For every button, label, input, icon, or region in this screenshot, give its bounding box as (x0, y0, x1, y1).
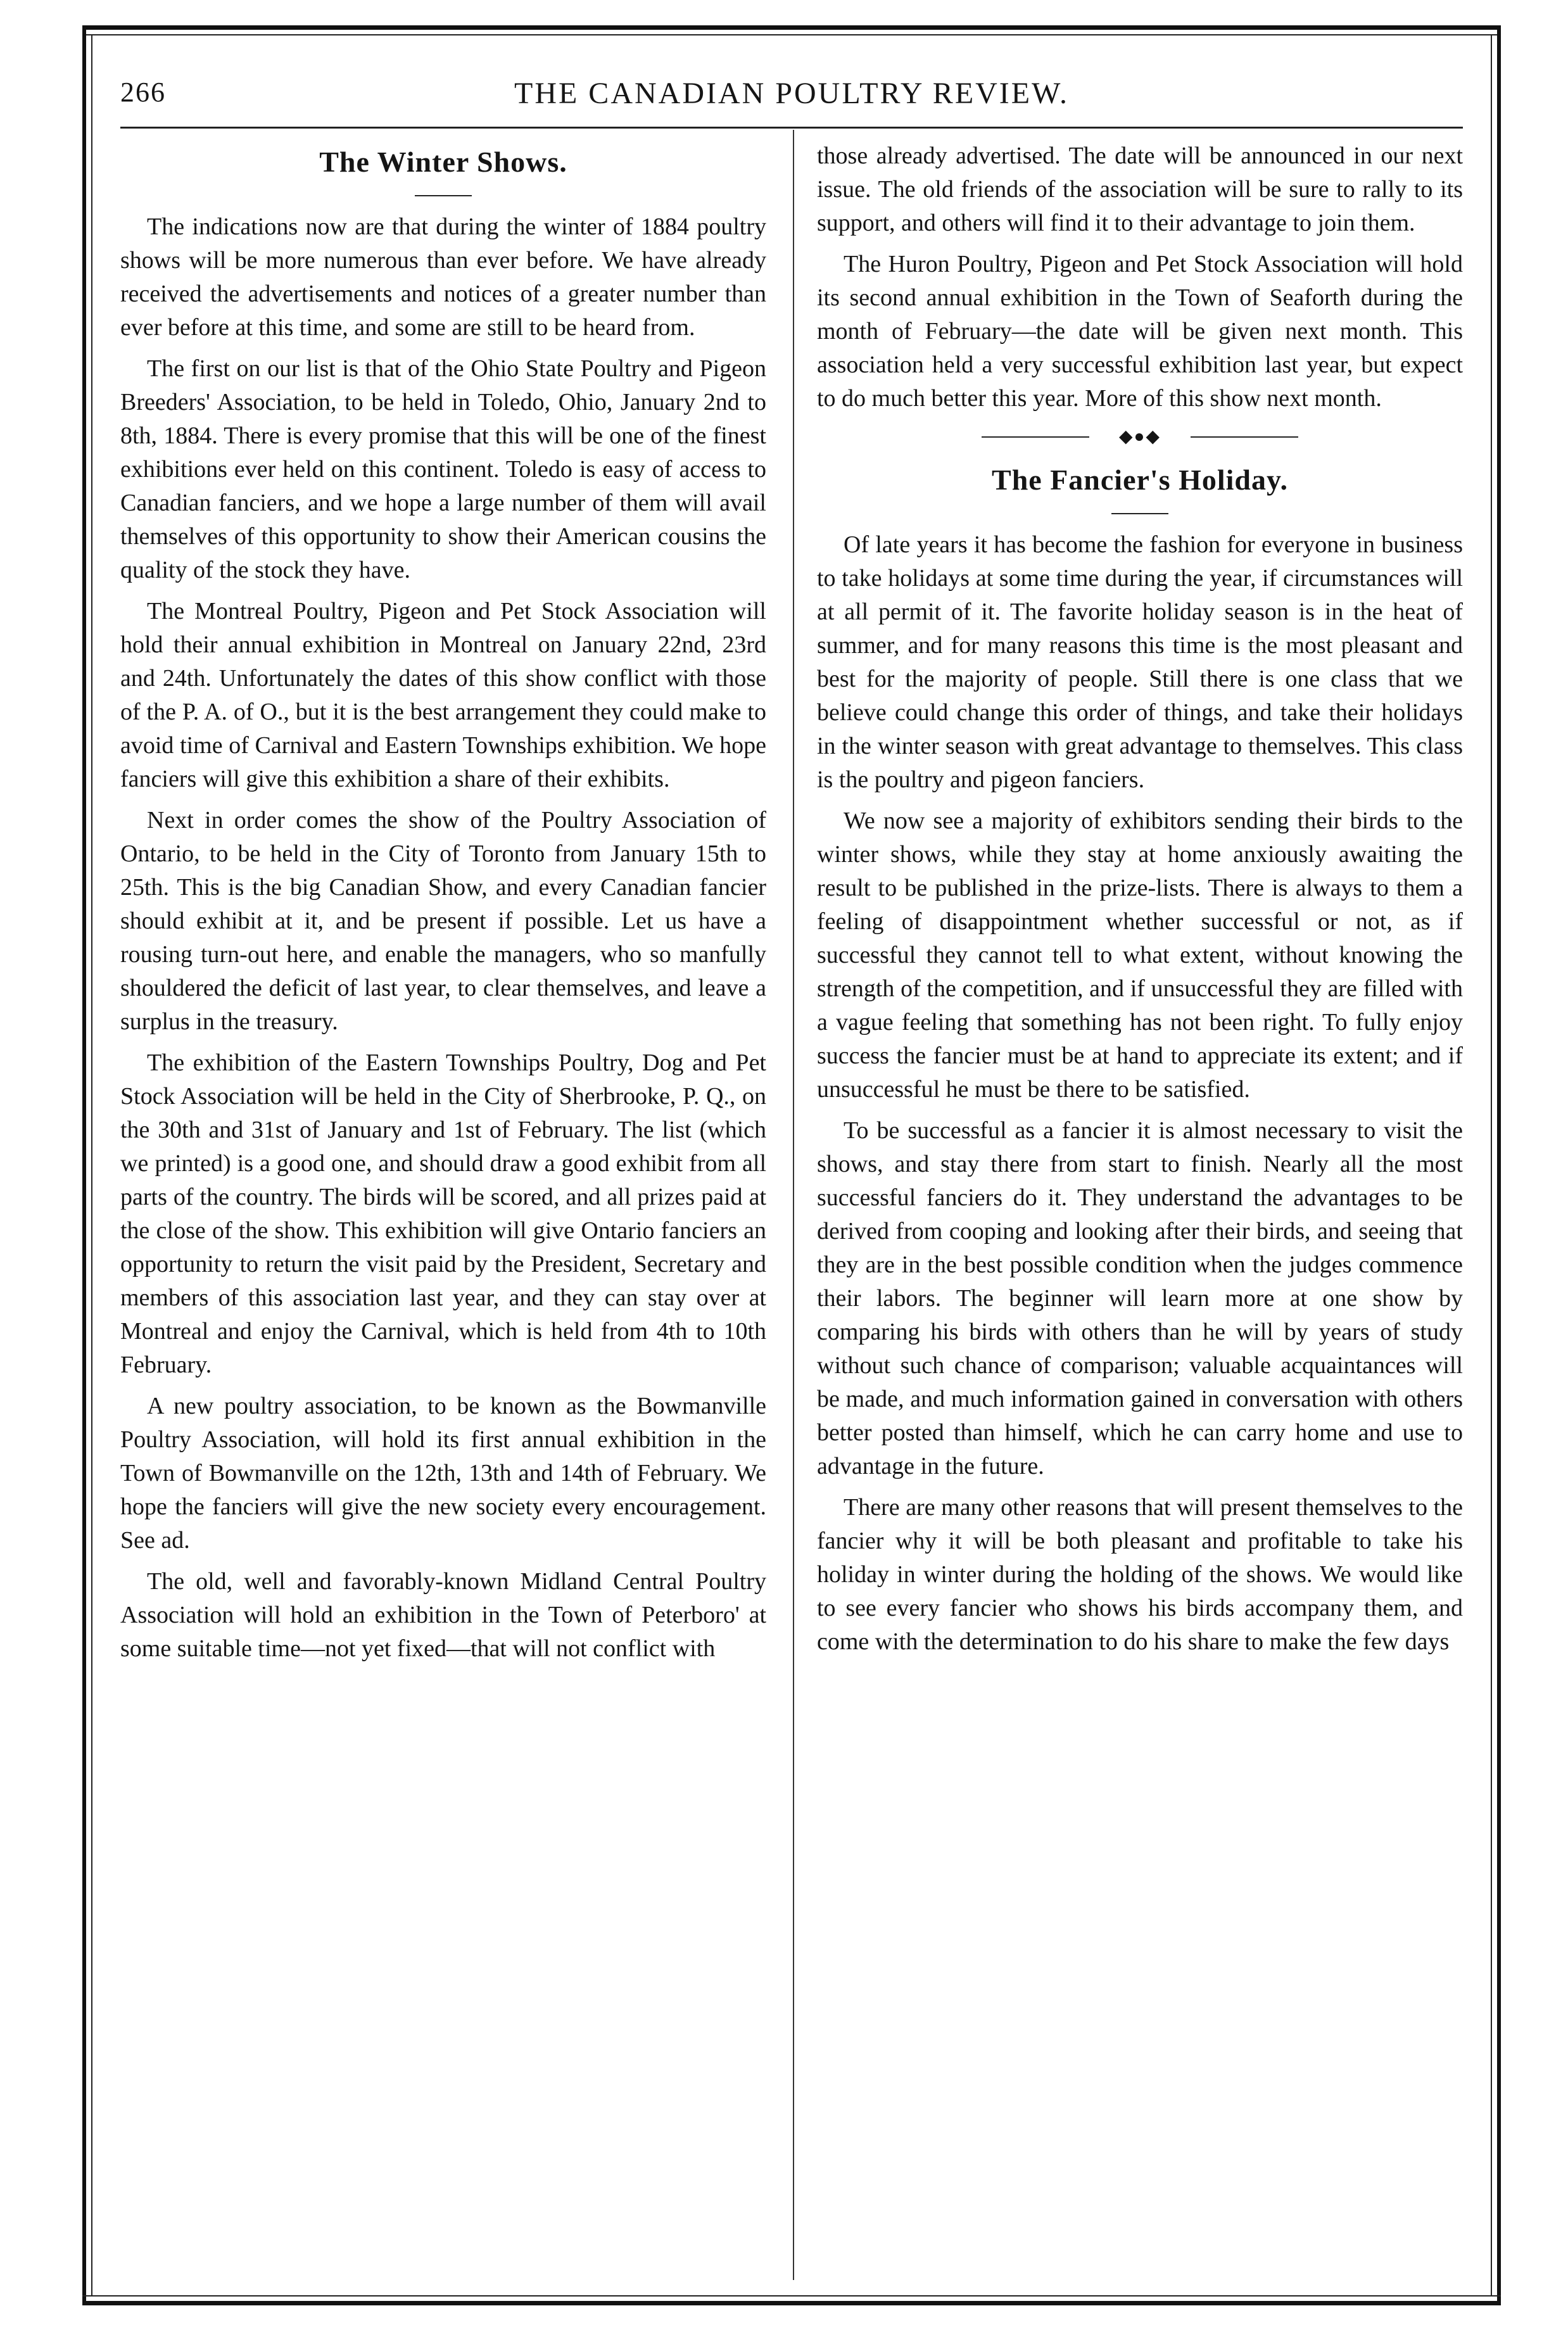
paragraph: To be successful as a fancier it is almost necessary to visit the shows, and stay there from start to finish. Nearly all the most successful fanciers do it. They understand the advantages to be derived from cooping and looking after their birds, and seeing that they are in the best possible condition when the judges commence their labors. The beginner will learn more at one show by comparing his birds with others than he will by years of study without such chance of comparison; valuable acquaintances will be made, and much information gained in conversation with others better posted than himself, which he can carry home and use to advantage in the future. (817, 1117, 1463, 1479)
column-divider (793, 130, 794, 2280)
left-border-inner (91, 34, 92, 2296)
page-header (120, 76, 1463, 127)
article-heading-fanciers-holiday: The Fancier's Holiday. (992, 464, 1288, 496)
paragraph: The exhibition of the Eastern Townships Poultry, Dog and Pet Stock Association will be held in the City of Sherbrooke, P. Q., on the 30th and 31st of January and 1st of February. The list (which we printed) is a good one, and should draw a good exhibit from all parts of the country. The birds will be scored, and all prizes paid at the close of the show. This exhibition will give Ontario fanciers an opportunity to return the visit paid by the President, Secretary and members of this association last year, and they can stay over at Montreal and enjoy the Carnival, which is held from 4th to 10th February. (120, 1049, 766, 1378)
top-border-thick (82, 25, 1501, 30)
bottom-border-thick (82, 2301, 1501, 2305)
paragraph: The first on our list is that of the Ohio State Poultry and Pigeon Breeders' Association, to be held in Toledo, Ohio, January 2nd to 8th, 1884. There is every promise that this will be one of the finest exhibitions ever held on this continent. Toledo is easy of access to Canadian fanciers, and we hope a large number of them will avail themselves of this opportunity to show their American cousins the quality of the stock they have. (120, 355, 766, 583)
paragraph: The indications now are that during the winter of 1884 poultry shows will be more numerous than ever before. We have already received the advertisements and notices of a greater number than ever before at this time, and some are still to be heard from. (120, 213, 766, 341)
right-border-inner (1491, 34, 1492, 2296)
section-ornament (817, 424, 1463, 450)
paragraph: Next in order comes the show of the Poultry Association of Ontario, to be held in the City of Toronto from January 15th to 25th. This is the big Canadian Show, and every Canadian fancier should exhibit at it, and be present if possible. Let us have a rousing turn-out here, and enable the managers, who so manfully shouldered the deficit of last year, to clear themselves, and leave a surplus in the treasury. (120, 807, 766, 1035)
paragraph-continuation: those already advertised. The date will be announced in our next issue. The old friends of the association will be sure to rally to its support, and others will find it to their advantage to join them. (817, 143, 1463, 236)
paragraph: Of late years it has become the fashion for everyone in business to take holidays at some time during the year, if circumstances will at all permit of it. The favorite holiday season is in the heat of summer, and for many reasons this time is the most pleasant and best for the majority of people. Still there is one class that we believe could change this order of things, and take their holidays in the winter season with great advantage to themselves. This class is the poultry and pigeon fanciers. (817, 531, 1463, 793)
paragraph: We now see a majority of exhibitors sending their birds to the winter shows, while they stay at home anxiously awaiting the result to be published in the prize-lists. There is always to them a feeling of disappointment whether successful or not, as if successful they cannot tell to what extent, without knowing the strength of the competition, and if unsuccessful they are filled with a vague feeling that something has not been right. To fully enjoy success the fancier must be at hand to appreciate its extent; and if unsuccessful he must be there to be satisfied. (817, 808, 1463, 1103)
heading-rule (415, 195, 472, 196)
ornament-line (982, 436, 1089, 438)
paragraph: The Montreal Poultry, Pigeon and Pet Stock Association will hold their annual exhibition in Montreal on January 22nd, 23rd and 24th. Unfortunately the dates of this show conflict with those of the P. A. of O., but it is the best arrangement they could make to avoid time of Carnival and Eastern Townships exhibition. We hope fanciers will give this exhibition a share of their exhibits. (120, 598, 766, 792)
left-column (120, 139, 766, 2267)
bottom-border-thin (82, 2295, 1501, 2296)
right-column (817, 139, 1463, 2267)
left-border (82, 25, 86, 2305)
newspaper-page (82, 25, 1501, 2305)
top-border-thin (82, 34, 1501, 35)
ornament-line (1191, 436, 1298, 438)
paragraph: There are many other reasons that will present themselves to the fancier why it will be both pleasant and profitable to take his holiday in winter during the holding of the shows. We would like to see every fancier who shows his birds accompany them, and come with the determination to do his share to make the few days (817, 1494, 1463, 1655)
article-heading-winter-shows: The Winter Shows. (319, 146, 567, 178)
journal-title: THE CANADIAN POULTRY REVIEW. (514, 77, 1069, 110)
ornament-glyph: ◆●◆ (1119, 427, 1161, 447)
header-rule (120, 127, 1463, 129)
page-number: 266 (120, 77, 166, 108)
paragraph: A new poultry association, to be known as the Bowmanville Poultry Association, will hold its first annual exhibition in the Town of Bowmanville on the 12th, 13th and 14th of February. We hope the fanciers will give the new society every encouragement. See ad. (120, 1393, 766, 1554)
paragraph: The Huron Poultry, Pigeon and Pet Stock Association will hold its second annual exhibition in the Town of Seaforth during the month of February—the date will be given next month. This association held a very successful exhibition last year, but expect to do much better this year. More of this show next month. (817, 251, 1463, 412)
right-border (1497, 25, 1501, 2305)
heading-rule (1111, 513, 1168, 514)
paragraph: The old, well and favorably-known Midland Central Poultry Association will hold an exhibition in the Town of Peterboro' at some suitable time—not yet fixed—that will not conflict with (120, 1568, 766, 1662)
